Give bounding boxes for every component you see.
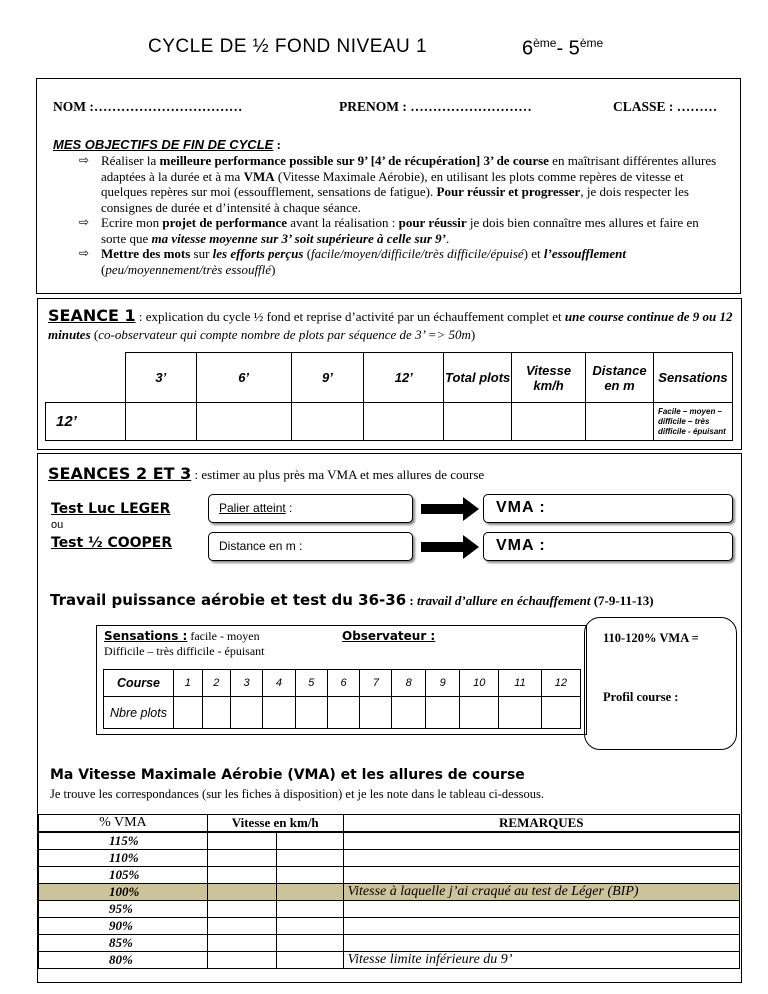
objective-item: ⇨ Réaliser la meilleure performance possible sur 9’ [4’ de récupération] 3’ de course en maîtrisant différentes allures adaptées à la durée et à ma VMA (Vitesse Maximale Aérobie), en utilisant les plots comme repères de vitesse et quelques repères sur moi (essoufflement, sensations de fatigue). Pour réussir et progresser, je dois respecter les consignes de durée et d’intensité à chaque séance. xyxy=(79,153,717,215)
table-header: 12’ xyxy=(364,353,444,403)
vma-heading: Ma Vitesse Maximale Aérobie (VMA) et les allures de course xyxy=(50,767,525,783)
distance-field[interactable]: Distance en m : xyxy=(208,532,413,561)
vma-table xyxy=(38,814,740,832)
palier-field[interactable]: Palier atteint : xyxy=(208,494,413,523)
table-cell[interactable] xyxy=(262,697,295,729)
course-label: Course xyxy=(104,670,174,697)
seances-box xyxy=(37,453,742,983)
travail-intro: Travail puissance aérobie et test du 36-36 : travail d’allure en échauffement (7-9-11-13) xyxy=(50,591,654,609)
classe-field[interactable]: CLASSE : ……… xyxy=(613,99,718,114)
table-cell[interactable] xyxy=(202,697,231,729)
table-row: 105% xyxy=(39,867,740,884)
table-cell[interactable] xyxy=(364,403,444,441)
test-leger-label: Test Luc LEGER xyxy=(51,501,171,517)
course-number: 9 xyxy=(426,670,460,697)
table-cell[interactable] xyxy=(512,403,586,441)
table-header: Total plots xyxy=(444,353,512,403)
vma-header: REMARQUES xyxy=(343,815,739,832)
seance1-table xyxy=(45,352,733,441)
objective-item: ⇨ Mettre des mots sur les efforts perçus (facile/moyen/difficile/très difficile/épuisé) et l’essoufflement (peu/moyennement/très essoufflé) xyxy=(79,246,626,277)
seance1-intro: SEANCE 1 : explication du cycle ½ fond et reprise d’activité par un échauffement complet et une course continue de 9 ou 12 minutes (co-observateur qui compte nombre de plots par séquence de 3’ => 50m) xyxy=(48,306,733,342)
course-number: 2 xyxy=(202,670,231,697)
table-cell[interactable] xyxy=(196,403,291,441)
prenom-field[interactable]: PRENOM : ……………………… xyxy=(339,99,532,114)
vma-rows-table xyxy=(38,832,740,969)
vma-leger-field[interactable]: VMA : xyxy=(483,494,733,523)
row-label: 12’ xyxy=(46,403,126,441)
table-cell[interactable] xyxy=(586,403,654,441)
arrow-right-icon: ⇨ xyxy=(79,215,90,229)
arrow-right-icon: ⇨ xyxy=(79,246,90,260)
table-cell[interactable] xyxy=(231,697,263,729)
vma-header: % VMA xyxy=(39,815,208,832)
course-number: 6 xyxy=(327,670,360,697)
table-row: 85% xyxy=(39,935,740,952)
table-header: 6’ xyxy=(196,353,291,403)
course-number: 1 xyxy=(173,670,202,697)
table-cell[interactable] xyxy=(541,697,580,729)
vma-cooper-field[interactable]: VMA : xyxy=(483,532,733,561)
arrow-right-icon: ⇨ xyxy=(79,153,90,167)
table-cell[interactable] xyxy=(426,697,460,729)
seances23-intro: SEANCES 2 ET 3 : estimer au plus près ma VMA et mes allures de course xyxy=(48,464,485,483)
table-cell[interactable] xyxy=(360,697,392,729)
course-number: 5 xyxy=(295,670,327,697)
arrow-right-icon xyxy=(421,542,466,552)
sensations-block: Sensations : facile - moyen Difficile – très difficile - épuisant xyxy=(104,629,265,658)
table-cell[interactable] xyxy=(291,403,364,441)
table-header: Sensations xyxy=(653,353,732,403)
table-cell[interactable] xyxy=(499,697,541,729)
ou-label: ou xyxy=(51,519,64,531)
table-cell[interactable] xyxy=(173,697,202,729)
table-row: 110% xyxy=(39,850,740,867)
seance1-box xyxy=(37,298,742,450)
table-cell[interactable] xyxy=(125,403,196,441)
nom-field[interactable]: NOM :…………………………… xyxy=(53,99,243,114)
table-cell[interactable] xyxy=(392,697,426,729)
table-header: 3’ xyxy=(125,353,196,403)
seances23-heading: SEANCES 2 ET 3 xyxy=(48,464,192,483)
course-number: 10 xyxy=(460,670,499,697)
test-cooper-label: Test ½ COOPER xyxy=(51,535,173,551)
sensations-note: Facile – moyen – difficile – très difficile - épuisant xyxy=(653,403,732,441)
table-header: 9’ xyxy=(291,353,364,403)
table-row: 90% xyxy=(39,918,740,935)
course-number: 11 xyxy=(499,670,541,697)
vma-header: Vitesse en km/h xyxy=(207,815,343,832)
table-cell[interactable] xyxy=(460,697,499,729)
objectives-box xyxy=(36,78,741,294)
observateur-label: Observateur : xyxy=(342,629,436,643)
objectives-heading: MES OBJECTIFS DE FIN DE CYCLE : xyxy=(53,137,281,152)
table-cell[interactable] xyxy=(327,697,360,729)
course-box xyxy=(96,625,587,735)
table-row-highlight: 100% Vitesse à laquelle j’ai craqué au test de Léger (BIP) xyxy=(39,884,740,901)
cycle-title: CYCLE DE ½ FOND NIVEAU 1 xyxy=(148,36,428,57)
table-header: Distance en m xyxy=(586,353,654,403)
table-cell[interactable] xyxy=(444,403,512,441)
class-levels: 6ème- 5ème xyxy=(522,36,604,60)
page-title xyxy=(0,36,768,66)
course-number: 12 xyxy=(541,670,580,697)
course-number: 7 xyxy=(360,670,392,697)
course-number: 3 xyxy=(231,670,263,697)
seance1-heading: SEANCE 1 xyxy=(48,306,136,325)
vma-intro: Je trouve les correspondances (sur les fiches à disposition) et je les note dans le tableau ci-dessous. xyxy=(50,787,544,801)
course-number: 8 xyxy=(392,670,426,697)
arrow-right-icon xyxy=(421,504,466,514)
table-row: 115% xyxy=(39,833,740,850)
travail-heading: Travail puissance aérobie et test du 36-36 xyxy=(50,591,407,609)
table-row: 95% xyxy=(39,901,740,918)
course-table xyxy=(103,669,581,729)
objective-item: ⇨ Ecrire mon projet de performance avant la réalisation : pour réussir je dois bien connaître mes allures et faire en sorte que ma vitesse moyenne sur 3’ soit supérieure à celle sur 9’. xyxy=(79,215,699,246)
table-row: 80% Vitesse limite inférieure du 9’ xyxy=(39,952,740,969)
table-header: Vitesse km/h xyxy=(512,353,586,403)
nbre-plots-label: Nbre plots xyxy=(104,697,174,729)
course-number: 4 xyxy=(262,670,295,697)
objectives-list xyxy=(79,153,719,277)
arrow-head xyxy=(463,497,479,521)
arrow-head xyxy=(463,535,479,559)
vma-profil-box: 110-120% VMA = Profil course : xyxy=(584,617,737,750)
table-cell[interactable] xyxy=(295,697,327,729)
